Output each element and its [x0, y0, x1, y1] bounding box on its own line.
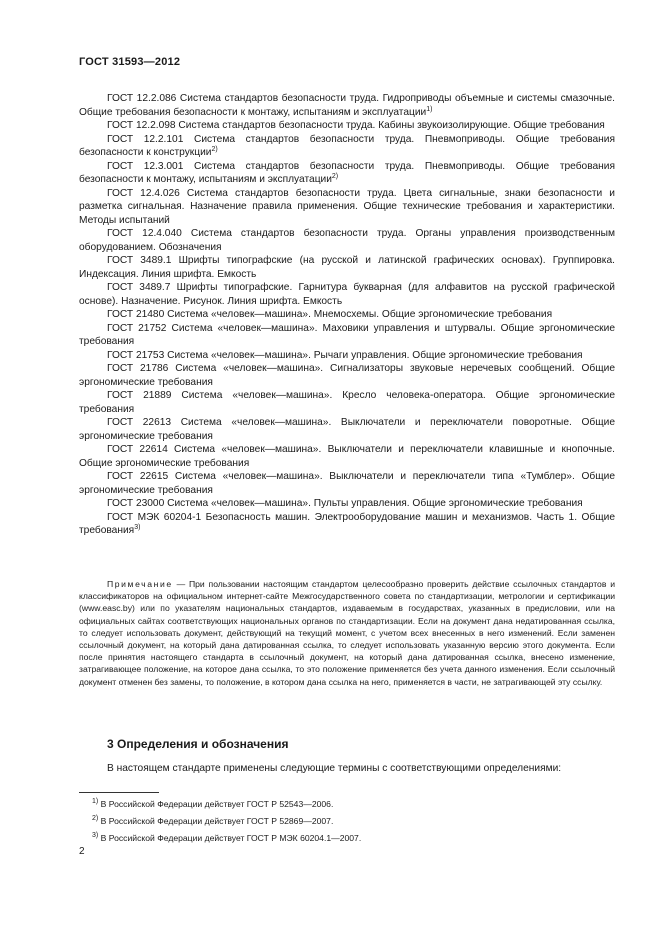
footnote-item: $^{1)}$ В Российской Федерации действует ГОСТ Р 52543—2006. [92, 798, 334, 809]
footnote-item: $^{2)}$ В Российской Федерации действует ГОСТ Р 52869—2007. [92, 815, 334, 826]
reference-item: ГОСТ 3489.7 Шрифты типографские. Гарнитура букварная (для алфавитов на русской графической основе). Назначение. Рисунок. Линия шрифта. Емкость [79, 282, 615, 307]
reference-item: ГОСТ 12.2.086 Система стандартов безопасности труда. Гидроприводы объемные и системы смазочные. Общие требования безопасности к монтажу, испытаниям и эксплуатации$^{1)}$ [79, 93, 615, 118]
page-number: 2 [79, 846, 85, 857]
footnote-mark: 2) [92, 815, 99, 822]
reference-item: ГОСТ 12.2.098 Система стандартов безопасности труда. Кабины звукоизолирующие. Общие требования [107, 120, 605, 131]
reference-item: ГОСТ 21889 Система «человек—машина». Кресло человека-оператора. Общие эргономические требования [79, 390, 615, 415]
reference-item: ГОСТ 12.4.026 Система стандартов безопасности труда. Цвета сигнальные, знаки безопасности и разметка сигнальная. Назначение правила применения. Общие технические требования и характеристики. Методы испытаний [79, 187, 615, 226]
reference-item: ГОСТ 21753 Система «человек—машина». Рычаги управления. Общие эргономические требования [107, 349, 583, 361]
reference-item: ГОСТ 3489.1 Шрифты типографские (на русской и латинской графических основах). Группировка. Индексация. Линия шрифта. Емкость [79, 255, 615, 280]
reference-item: ГОСТ 12.2.101 Система стандартов безопасности труда. Пневмоприводы. Общие требования безопасности к конструкции$^{2)}$ [79, 133, 615, 158]
footnote-divider [79, 792, 159, 793]
note-block [79, 578, 615, 688]
reference-item: ГОСТ 21480 Система «человек—машина». Мнемосхемы. Общие эргономические требования [107, 309, 553, 320]
reference-item: ГОСТ 22613 Система «человек—машина». Выключатели и переключатели поворотные. Общие эргономические требования [79, 417, 615, 442]
footnote-mark: 3) [92, 832, 99, 839]
note-label: Примечание [107, 579, 173, 589]
footnote-marker: 3) [134, 524, 141, 531]
reference-item: ГОСТ МЭК 60204-1 Безопасность машин. Электрооборудование машин и механизмов. Часть 1. Общие требования$^{3)}$ [79, 511, 615, 536]
footnote-marker: 1) [426, 105, 433, 113]
normative-references-list [79, 92, 615, 538]
reference-item: ГОСТ 21786 Система «человек—машина». Сигнализаторы звуковые неречевых сообщений. Общие эргономические требования [79, 363, 615, 388]
reference-item: ГОСТ 22615 Система «человек—машина». Выключатели и переключатели типа «Тумблер». Общие эргономические требования [79, 471, 615, 496]
footnote-marker: 2) [331, 173, 339, 180]
reference-item: ГОСТ 12.4.040 Система стандартов безопасности труда. Органы управления производственным оборудованием. Обозначения [79, 228, 615, 253]
note-text: — При пользовании настоящим стандартом целесообразно проверить действие ссылочных стандартов и классификаторов на официальном интернет-сайте Межгосударственного совета по стандартизации, метрологии и сертификации (www.easc.by) или по указателям национальных стандартов, издаваемым в государствах, указанных в предисловии, или на официальных сайтах соответствующих национальных органов по стандартизации. Если на документ дана недатированная ссылка, то следует использовать документ, действующий на текущий момент, с учетом всех внесенных в него изменений. Если заменен ссылочный документ, на который дана датированная ссылка, то следует использовать указанную версию этого документа. Если после принятия настоящего стандарта в ссылочный документ, на который дана датированная ссылка, внесено изменение, затрагивающее положение, на которое дана ссылка, то это положение применяется без учета данного изменения. Если ссылочный документ отменен без замены, то положение, в котором дана ссылка на него, применяется в части, не затрагивающей эту ссылку. [79, 579, 615, 687]
footnotes [92, 796, 612, 847]
reference-item: ГОСТ 22614 Система «человек—машина». Выключатели и переключатели клавишные и кнопочные. Общие эргономические требования [79, 444, 615, 469]
document-header: ГОСТ 31593—2012 [79, 56, 181, 68]
reference-item: ГОСТ 23000 Система «человек—машина». Пульты управления. Общие эргономические требования [107, 498, 583, 509]
reference-item: ГОСТ 12.3.001 Система стандартов безопасности труда. Пневмоприводы. Общие требования безопасности к монтажу, испытаниям и эксплуатации$^{2)}$ [79, 160, 615, 185]
footnote-marker: 2) [211, 146, 218, 153]
section-intro: В настоящем стандарте применены следующие термины с соответствующими определениями: [107, 763, 562, 774]
section-heading: 3 Определения и обозначения [107, 737, 289, 751]
footnote-mark: 1) [92, 798, 99, 805]
footnote-item: $^{3)}$ В Российской Федерации действует ГОСТ Р МЭК 60204.1—2007. [92, 832, 362, 843]
reference-item: ГОСТ 21752 Система «человек—машина». Маховики управления и штурвалы. Общие эргономические требования [79, 322, 615, 347]
